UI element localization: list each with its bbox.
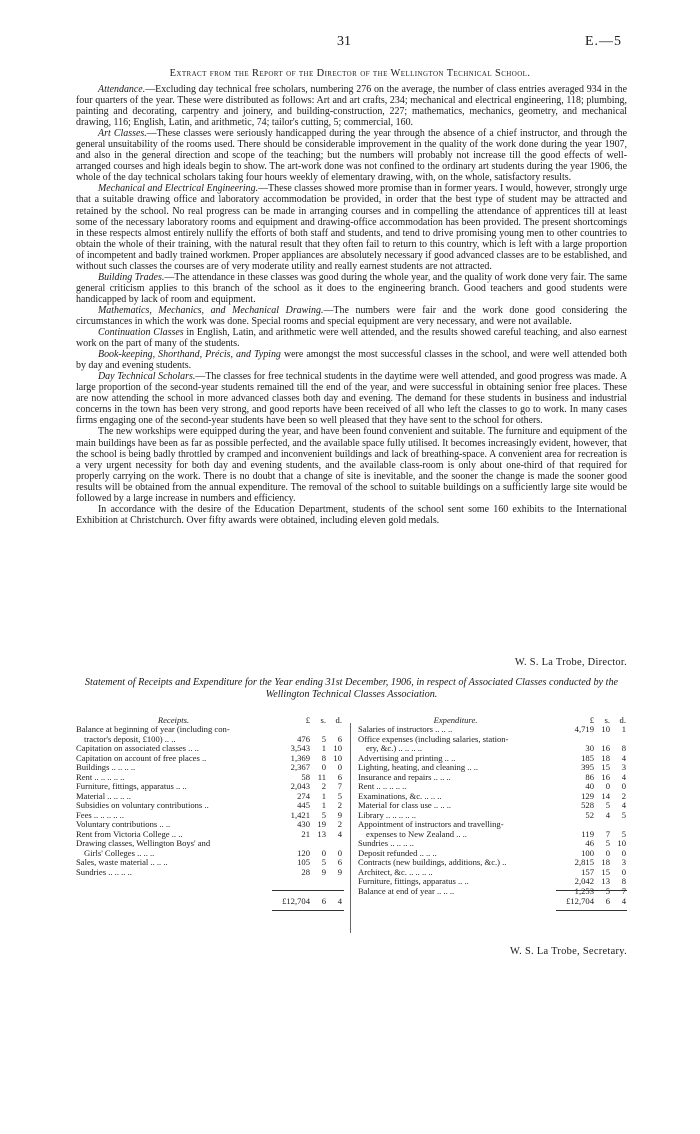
expenditure-row-pounds: 30: [585, 743, 594, 753]
expenditure-row-pence: 7: [621, 885, 626, 896]
receipts-row-item: Subsidies on voluntary contributions ..: [76, 801, 209, 810]
expenditure-row-item: Architect, &c. .. .. .. ..: [358, 867, 433, 877]
receipts-row-shillings: 19: [317, 819, 326, 829]
expenditure-row-item: Material for class use .. .. ..: [358, 801, 452, 810]
receipts-row-item: Capitation on account of free places ..: [76, 753, 207, 763]
receipts-row-item: Fees .. .. .. .. ..: [76, 810, 124, 820]
paragraph-text: in English, Latin, and arithmetic were well attended, and the results showed careful teaching, and also earnest work on the part of many of the students.: [76, 327, 628, 350]
paragraph-heading: Building Trades.: [98, 271, 165, 283]
director-signature-text: W. S. La Trobe, Director.: [514, 657, 627, 668]
receipts-total-shillings: 6: [321, 896, 326, 906]
director-signature: [76, 657, 627, 668]
receipts-row-pounds: 105: [297, 857, 310, 867]
paragraph-heading: Continuation Classes: [98, 327, 184, 339]
expenditure-row-shillings: 18: [601, 857, 610, 867]
expenditure-row-pounds: 2,815: [574, 857, 594, 867]
receipts-row-pounds: 445: [297, 800, 310, 810]
receipts-row-shillings: 8: [321, 752, 326, 763]
receipts-row-shillings: 2: [321, 781, 326, 791]
receipts-row-shillings: 5: [321, 733, 326, 744]
receipts-row-pence: 9: [337, 809, 342, 820]
expenditure-total-pounds: £12,704: [566, 896, 594, 906]
expenditure-row-pounds: 185: [581, 752, 594, 763]
secretary-signature: [76, 946, 627, 957]
receipts-row-pence: 4: [337, 828, 342, 839]
receipts-row-pounds: 21: [301, 828, 310, 839]
receipts-row-pence: 6: [337, 771, 342, 782]
expenditure-row: [358, 811, 627, 821]
expenditure-row-shillings: 5: [605, 800, 610, 810]
receipts-row-item: Girls' Colleges .. .. ..: [84, 848, 155, 858]
expenditure-row: [358, 887, 627, 897]
paragraph-heading: Art Classes.: [98, 128, 147, 140]
report-paragraph: [76, 305, 627, 327]
receipts-row-shillings: 5: [321, 857, 326, 867]
paragraph-text: were amongst the most successful classes in the school, and were well attended both by day and evening students.: [76, 349, 627, 372]
receipts-unit-pounds: £: [305, 715, 310, 725]
report-paragraph: [76, 504, 627, 526]
receipts-row-pounds: 3,543: [290, 743, 310, 753]
expenditure-row-pence: 3: [621, 857, 626, 867]
receipts-row-item: Rent from Victoria College .. ..: [76, 829, 183, 839]
receipts-total-underline: [272, 910, 344, 911]
paragraph-text: The new workships were equipped during the year, and have been found convenient and suitable. The furniture and equipment of the main buildings have been as far as possible perfected, and the available space fully utilised. It becomes increasingly evident, however, that the school is being badly throttled by cramped and inconvenient buildings and lack of breathing-space. A convenient area for recreation is a very urgent necessity for both day and evening students, and the available class-room is only about one-third of that required for properly carrying on the work. There is no doubt that a change of site is inevitable, and the sooner the change is made the sooner good results will be obtained from the annual expenditure. The removal of the school to suitable buildings on a sufficiently large site would be followed by a large increase in numbers and efficiency.: [76, 426, 627, 504]
expenditure-row-shillings: 15: [601, 762, 610, 772]
report-paragraph: [76, 183, 627, 271]
expenditure-row-item: Balance at end of year .. .. ..: [358, 886, 455, 896]
expenditure-row-pounds: 40: [585, 781, 594, 791]
paragraph-text: —The attendance in these classes was good during the whole year, and the quality of work done very fair. The same general criticism applies to this branch of the school as it does to the engineering branch. Good teachers and good students were handicapped by lack of room and equipment.: [76, 271, 627, 305]
expenditure-row-shillings: 4: [605, 809, 610, 820]
receipts-row-pounds: 274: [297, 790, 310, 801]
receipts-row-shillings: 1: [321, 743, 326, 753]
report-paragraph: [76, 426, 627, 503]
receipts-row-pence: 6: [337, 733, 342, 744]
report-paragraph: [76, 128, 627, 183]
paragraph-text: In accordance with the desire of the Education Department, students of the school sent some 160 exhibits to the International Exhibition at Christchurch. Over fifty awards were obtained, including eleven gold medals.: [76, 503, 627, 526]
receipts-row-pence: 0: [337, 762, 342, 772]
expenditure-row-pence: 8: [621, 743, 626, 753]
expenditure-row-pence: 3: [621, 762, 626, 772]
expenditure-row-item: Insurance and repairs .. .. ..: [358, 772, 451, 782]
expenditure-row-shillings: 5: [605, 838, 610, 848]
expenditure-unit-pence: d.: [619, 715, 626, 725]
receipts-row-pence: 7: [337, 781, 342, 791]
paragraph-text: —These classes showed more promise than in former years. I would, however, strongly urge that a suitable drawing office and laboratory accommodation be provided, in order that the best type of student may be attracted and retained by the school. No real progress can be made in arranging courses and in compelling the attendance of apprentices till at least some of the necessary laboratory rooms and equipment and drawing-office accommodation has been provided. The present shortcomings in these respects almost entirely nullify the efforts of both staff and students, and tend to drive promising young men to other countries to obtain the whole of their training, with the natural result that they often fail to return to this country, which is left with a large proportion of incompetent and badly trained workmen. Proper appliances are absolutely necessary if good advanced classes are to be established, and without such classes the courses are of very moderate utility and really earnest students are not attracted.: [76, 183, 627, 272]
report-paragraph: [76, 349, 627, 371]
receipts-row-item: Balance at beginning of year (including con-: [76, 725, 230, 734]
receipts-row-item: Capitation on associated classes .. ..: [76, 744, 199, 753]
receipts-row-shillings: 9: [321, 866, 326, 877]
expenditure-row-shillings: 14: [601, 790, 610, 801]
expenditure-row-pence: 4: [621, 771, 626, 782]
expenditure-total-pence: 4: [621, 896, 626, 906]
expenditure-row-shillings: 16: [601, 743, 610, 753]
receipts-unit-pence: d.: [335, 715, 342, 725]
expenditure-row-pence: 4: [621, 800, 626, 810]
page-header: [0, 34, 700, 52]
expenditure-row-shillings: 0: [605, 847, 610, 858]
receipts-rows: [76, 725, 344, 877]
expenditure-row-pence: 0: [621, 781, 626, 791]
expenditure-column: [358, 715, 627, 906]
paragraph-heading: Book-keeping, Shorthand, Précis, and Typing: [98, 349, 281, 361]
receipts-row-item: Furniture, fittings, apparatus .. ..: [76, 782, 187, 791]
expenditure-row-shillings: 10: [601, 724, 610, 734]
receipts-header: [76, 715, 344, 725]
receipts-row-shillings: 1: [321, 790, 326, 801]
expenditure-row-pounds: 2,042: [574, 876, 594, 886]
report-paragraph: [76, 327, 627, 349]
receipts-row-pence: 10: [333, 752, 342, 763]
expenditure-total-underline: [556, 910, 627, 911]
receipts-row-shillings: 11: [317, 771, 326, 782]
receipts-row-pounds: 2,043: [290, 781, 310, 791]
paragraph-text: —These classes were seriously handicapped during the year through the absence of a chief instructor, and through the general unsuitability of the rooms used. There should be considerable improvement in the quality of the work done during the year 1907, and also in the general direction and scope of the teaching; but the numbers will probably not increase till the good effects of well-arranged courses and high ideals begin to show. The art-work done was not confined to the ordinary art students during the year 1906, the whole of the day technical scholars taking four hours weekly of elementary drawing, with, on the whole, satisfactory results.: [76, 128, 627, 184]
receipts-row-pence: 10: [333, 743, 342, 753]
expenditure-row-pence: 0: [621, 847, 626, 858]
receipts-column: [76, 715, 344, 906]
statement-title: Statement of Receipts and Expenditure for the Year ending 31st December, 1906, in respect of Associated Classes conducted by the Wellington Technical Classes Association.: [84, 677, 619, 700]
receipts-row-pence: 5: [337, 790, 342, 801]
expenditure-row-pence: 0: [621, 866, 626, 877]
receipts-row-pounds: 1,421: [290, 809, 310, 820]
receipts-unit-shillings: s.: [320, 715, 326, 725]
paragraph-heading: Attendance.: [98, 84, 146, 95]
expenditure-row: [358, 725, 627, 735]
receipts-row-item: Voluntary contributions .. ..: [76, 820, 171, 829]
expenditure-row-item: Advertising and printing .. ..: [358, 753, 456, 763]
column-divider: [350, 723, 351, 933]
report-paragraph: [76, 84, 627, 128]
expenditure-unit-pounds: £: [589, 715, 594, 725]
expenditure-row-shillings: 5: [605, 885, 610, 896]
expenditure-row-pence: 5: [621, 828, 626, 839]
expenditure-row-pounds: 52: [585, 809, 594, 820]
receipts-row-item: Drawing classes, Wellington Boys' and: [76, 839, 211, 848]
expenditure-row-item: Library .. .. .. .. ..: [358, 810, 416, 820]
receipts-total-pounds: £12,704: [282, 896, 310, 906]
expenditure-row-pounds: 528: [581, 800, 594, 810]
receipts-row-pounds: 1,369: [290, 752, 310, 763]
receipts-row-item: Material .. .. .. ..: [76, 791, 131, 801]
expenditure-row-pounds: 86: [585, 771, 594, 782]
expenditure-row-pounds: 395: [581, 762, 594, 772]
receipts-row-pence: 2: [337, 800, 342, 810]
secretary-signature-text: W. S. La Trobe, Secretary.: [510, 946, 627, 957]
expenditure-rows: [358, 725, 627, 896]
expenditure-row-pounds: 4,719: [574, 724, 594, 734]
receipts-row-item: Rent .. .. .. .. ..: [76, 772, 125, 782]
expenditure-total-rule: [556, 890, 627, 891]
receipts-row: [76, 868, 344, 878]
receipts-row-item: tractor's deposit, £100) .. ..: [84, 734, 176, 744]
expenditure-row-pounds: 129: [581, 790, 594, 801]
receipts-row-pounds: 120: [297, 847, 310, 858]
receipts-row-pounds: 28: [301, 866, 310, 877]
expenditure-row-item: Contracts (new buildings, additions, &c.) ..: [358, 858, 507, 867]
receipts-row-pence: 0: [337, 847, 342, 858]
receipts-row: [76, 830, 344, 840]
receipts-row-shillings: 0: [321, 762, 326, 772]
expenditure-row-pounds: 46: [585, 838, 594, 848]
report-title: Extract from the Report of the Director of the Wellington Technical School.: [169, 68, 531, 79]
expenditure-row-item: Office expenses (including salaries, station-: [358, 734, 509, 744]
expenditure-row-item: Sundries .. .. .. ..: [358, 839, 414, 848]
receipts-total-pence: 4: [337, 896, 342, 906]
paragraph-heading: Mathematics, Mechanics, and Mechanical Drawing.: [98, 304, 324, 316]
expenditure-row-item: Furniture, fittings, apparatus .. ..: [358, 877, 469, 886]
expenditure-row-shillings: 0: [605, 781, 610, 791]
expenditure-row-shillings: 7: [605, 828, 610, 839]
expenditure-row-pounds: 100: [581, 847, 594, 858]
expenditure-unit-shillings: s.: [604, 715, 610, 725]
report-paragraph: [76, 371, 627, 426]
expenditure-row-shillings: 13: [601, 876, 610, 886]
financial-statement: [76, 715, 627, 930]
expenditure-row-item: Examinations, &c. .. .. ..: [358, 791, 442, 801]
expenditure-row-item: Lighting, heating, and cleaning .. ..: [358, 763, 479, 772]
paragraph-heading: Mechanical and Electrical Engineering.: [98, 183, 259, 195]
expenditure-row-pence: 1: [621, 724, 626, 734]
paragraph-text: —The classes for free technical students in the daytime were well attended, and good progress was made. A large proportion of the second-year students remained till the end of the year, and were successful in obtaining senior free places. These are now attending the school in more advanced classes both day and evening. The demand for these students in business and industrial concerns in the town has been very strong, and good reports have been received of all who left the classes to go to work. In many cases firms engaging one of the second-year students have been so well pleased that they have sent to the school for others.: [76, 371, 627, 427]
expenditure-row-item: expenses to New Zealand .. ..: [366, 829, 467, 839]
receipts-row-item: Buildings .. .. .. ..: [76, 763, 136, 772]
expenditure-row-shillings: 16: [601, 771, 610, 782]
paragraph-text: —The numbers were fair and the work done good considering the circumstances in which the work was done. Special rooms and special equipment are very necessary, and were not available.: [76, 304, 627, 327]
page-number: 31: [337, 34, 351, 49]
expenditure-total-shillings: 6: [605, 896, 610, 906]
report-paragraph: [76, 272, 627, 305]
report-body: [76, 84, 627, 526]
receipts-row-item: Sundries .. .. .. ..: [76, 867, 132, 877]
expenditure-row-shillings: 18: [601, 752, 610, 763]
receipts-row-pounds: 476: [297, 733, 310, 744]
expenditure-row-pence: 8: [621, 876, 626, 886]
receipts-row-pounds: 58: [301, 771, 310, 782]
expenditure-row-item: Rent .. .. .. .. ..: [358, 782, 407, 791]
receipts-row-item: Sales, waste material .. .. ..: [76, 858, 168, 867]
receipts-row-shillings: 1: [321, 800, 326, 810]
expenditure-row-item: ery, &c.) .. .. .. ..: [366, 744, 423, 753]
expenditure-row-pounds: 1,253: [574, 885, 594, 896]
receipts-row-shillings: 5: [321, 809, 326, 820]
expenditure-row-shillings: 15: [601, 866, 610, 877]
expenditure-row-item: Salaries of instructors .. .. ..: [358, 725, 453, 734]
receipts-total-rule: [272, 890, 344, 891]
receipts-heading: Receipts.: [157, 715, 190, 725]
expenditure-row-pounds: 119: [581, 828, 594, 839]
receipts-row-pence: 2: [337, 819, 342, 829]
paragraph-text: —Excluding day technical free scholars, numbering 276 on the average, the number of class entries averaged 934 in the four quarters of the year. These were distributed as follows: Art and art crafts, 234; mechanical and electrical engineering, 118; plumbing, painting and decorating, carpentry and joinery, and building-construction, 227; mathematics, mechanics, geometry, and mechanical drawing, 116; English, Latin, and arithmetic, 74; tailor's cutting, 5; commercial, 160.: [76, 84, 627, 129]
expenditure-heading: Expenditure.: [433, 715, 478, 725]
expenditure-row-pence: 4: [621, 752, 626, 763]
expenditure-row-pence: 2: [621, 790, 626, 801]
receipts-row-pounds: 2,367: [290, 762, 310, 772]
receipts-row-pence: 9: [337, 866, 342, 877]
receipts-row-shillings: 0: [321, 847, 326, 858]
paragraph-heading: Day Technical Scholars.: [98, 371, 196, 383]
expenditure-row-pence: 5: [621, 809, 626, 820]
expenditure-row-item: Appointment of instructors and travelling-: [358, 820, 504, 829]
receipts-row-pence: 6: [337, 857, 342, 867]
expenditure-row-pounds: 157: [581, 866, 594, 877]
expenditure-row-item: Deposit refunded .. .. ..: [358, 848, 437, 858]
receipts-row-shillings: 13: [317, 828, 326, 839]
document-code: E.—5: [584, 34, 622, 49]
expenditure-row-pence: 10: [617, 838, 626, 848]
receipts-row-pounds: 430: [297, 819, 310, 829]
